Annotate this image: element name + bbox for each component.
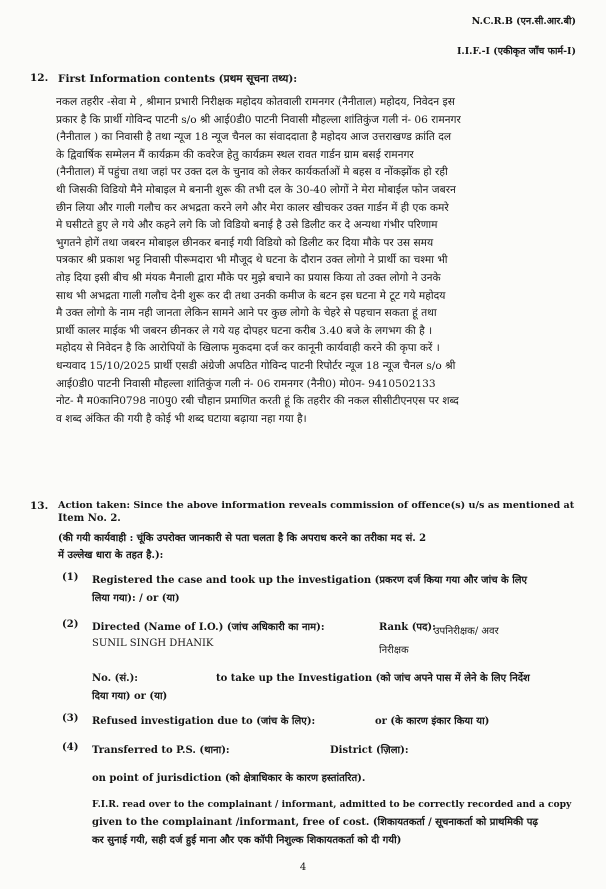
transferred-label: Transferred to P.S. (थाना): [92, 745, 230, 756]
section-12-title: First Information contents (प्रथम सूचना तथ्य): [58, 73, 298, 85]
fi-line: छीन लिया और गाली गलौच कर अभद्रता करने लगे और मेरा कालर खीचकर उक्त गार्डन में ही एक कमरे [56, 201, 449, 214]
section-13-hindi-line1: (की गयी कार्यवाही : चूंकि उपरोक्त जानकारी से पता चलता है कि अपराध करने का तरीका मद सं. 2 [58, 533, 427, 544]
item-4-number: (4) [62, 742, 79, 753]
fi-line: महोदय से निवेदन है कि आरोपियों के खिलाफ मुकदमा दर्ज कर कानूनी कार्यवाही करने की कृपा करें । [56, 342, 440, 355]
first-information-contents [56, 94, 558, 428]
fi-line: मै उक्त लोगो के नाम नही जानता लेकिन सामने आने पर कुछ लोगो के चेहरे से पहचान सकता हूं तथा [56, 307, 437, 320]
fir-line2: given to the complainant /informant, free of cost. (शिकायतकर्ता / सूचनाकर्ता को प्राथमिकी पढ़ [92, 817, 539, 828]
fi-line: व शब्द अंकित की गयी है कोई भी शब्द घटाया बढ़ाया नहा गया है। [56, 412, 307, 425]
rank-label: Rank (पद): [379, 622, 436, 633]
fir-line3: कर सुनाई गयी, सही दर्ज हुई माना और एक कॉपी निशुल्क शिकायतकर्ता को दी गयी) [92, 835, 402, 846]
district-label: District (ज़िला): [330, 745, 409, 756]
fi-line: प्रार्थी कालर माईक भी जबरन छीनकर ले गये यह दोपहर घटना करीब 3.40 बजे के लगभग की है । [56, 324, 433, 337]
fi-line: प्रकार है कि प्रार्थी गोविन्द पाटनी s/o श्री आई0डी0 पाटनी निवासी मौहल्ला शांतिकुंज गली नं- 06 रामनगर [56, 113, 461, 126]
fi-line: तोड़ दिया इसी बीच श्री मंयक मैनाली द्वारा मौके पर मुझे बचाने का प्रयास किया तो उक्त लोगो ने उनके [56, 271, 441, 284]
fi-line: के द्विवार्षिक सम्मेलन मैं कार्यक्रम की कवरेज हेतु कार्यक्रम स्थल रावत गार्डन ग्राम बसई रामनगर [56, 148, 414, 161]
rank-value-line1: उपनिरीक्षक/ अवर [434, 626, 499, 637]
refused-or-label: or (के कारण इंकार किया या) [375, 716, 490, 727]
fi-line: भुगतने होगें तथा जबरन मोबाइल छीनकर बनाई गयी विडियो को डिलीट कर दिया मौके पर उस समय [56, 236, 434, 249]
refused-label: Refused investigation due to (जांच के लिए): [92, 716, 316, 727]
item-1-number: (1) [62, 572, 79, 583]
item-3-number: (3) [62, 713, 79, 724]
fi-line: (नैनीताल ) का निवासी है तथा न्यूज 18 न्यूज चैनल का संवाददाता है महोदय आज उत्तराखण्ड क्रांति दल [56, 131, 452, 144]
item-1-line1: Registered the case and took up the investigation (प्रकरण दर्ज किया गया और जांच के लिए [92, 575, 528, 586]
fi-line: पत्रकार श्री प्रकाश भट्ट निवासी पीरूमदारा भी मौजूद थे घटना के दौरान उक्त लोगो ने प्रार्थी का चश्मा भी [56, 254, 448, 267]
section-13-title-line1: Action taken: Since the above information reveals commission of offence(s) u/s as mentioned at [58, 500, 575, 511]
fi-line: नोट- मै म0कानि0798 ना0पु0 रबी चौहान प्रमाणित करती हूं कि तहरीर की नकल सीसीटीएनएस पर शब्द [56, 395, 459, 408]
jurisdiction-text: on point of jurisdiction (को क्षेत्राधिकार के कारण हस्तांतरित). [92, 773, 366, 784]
section-13-hindi-line2: में उल्लेख धारा के तहत है.): [58, 550, 164, 561]
fi-line: मे घसीटते हुए ले गये और कहने लगे कि जो विडियो बनाई है उसे डिलीट कर दे अन्यथा गंभीर परिणाम [56, 219, 438, 232]
section-13-title-line2: Item No. 2. [58, 513, 121, 524]
take-up-line1: to take up the Investigation (को जांच अपने पास में लेने के लिए निर्देश [216, 673, 530, 684]
fi-line: आई0डी0 पाटनी निवासी मौहल्ला शांतिकुंज गली नं- 06 रामनगर (नैनी0) मो0न- 9410502133 [56, 377, 436, 390]
item-2-number: (2) [62, 619, 79, 630]
item-1-line2: लिया गया): / or (या) [92, 593, 180, 604]
io-name-value: SUNIL SINGH DHANIK [92, 638, 214, 649]
io-number-label: No. (सं.): [92, 673, 138, 684]
io-name-label: Directed (Name of I.O.) (जांच अधिकारी का नाम): [92, 622, 325, 633]
section-13-number: 13. [30, 500, 49, 512]
fi-line: नकल तहरीर -सेवा मे , श्रीमान प्रभारी निरीक्षक महोदय कोतवाली रामनगर (नैनीताल) महोदय, निवेदन इस [56, 96, 455, 108]
fir-line1: F.I.R. read over to the complainant / informant, admitted to be correctly recorded and a copy [92, 799, 572, 810]
page-number: 4 [299, 862, 307, 873]
fi-line: धन्यवाद 15/10/2025 प्रार्थी एसडी अंग्रेजी अपठित गोविन्द पाटनी रिपोर्टर न्यूज 18 न्यूज चैनल s/o श्री [56, 359, 456, 372]
form-header: I.I.F.-I (एकीकृत जाँच फार्म-I) [456, 46, 576, 57]
fi-line: (नैनीताल) में पहुंचा तथा जहां पर उक्त दल के चुनाव को लेकर कार्यकर्ताओं मे बहस व नोंकझोंक हो रही [56, 166, 448, 179]
ncrb-header: N.C.R.B (एन.सी.आर.बी) [471, 16, 576, 27]
rank-value-line2: निरीक्षक [379, 645, 409, 656]
take-up-line2: दिया गया) or (या) [92, 691, 168, 702]
fi-line: थी जिसकी विडियो मैने मोबाइल मे बनानी शुरू की तभी दल के 30-40 लोगों ने मेरा मोबाईल फोन जबरन [56, 183, 456, 196]
section-12-number: 12. [30, 72, 49, 84]
fi-line: साथ भी अभद्रता गाली गलौच देनी शुरू कर दी तथा उनकी कमीज के बटन इस घटना मे टूट गये महोदय [56, 289, 446, 302]
